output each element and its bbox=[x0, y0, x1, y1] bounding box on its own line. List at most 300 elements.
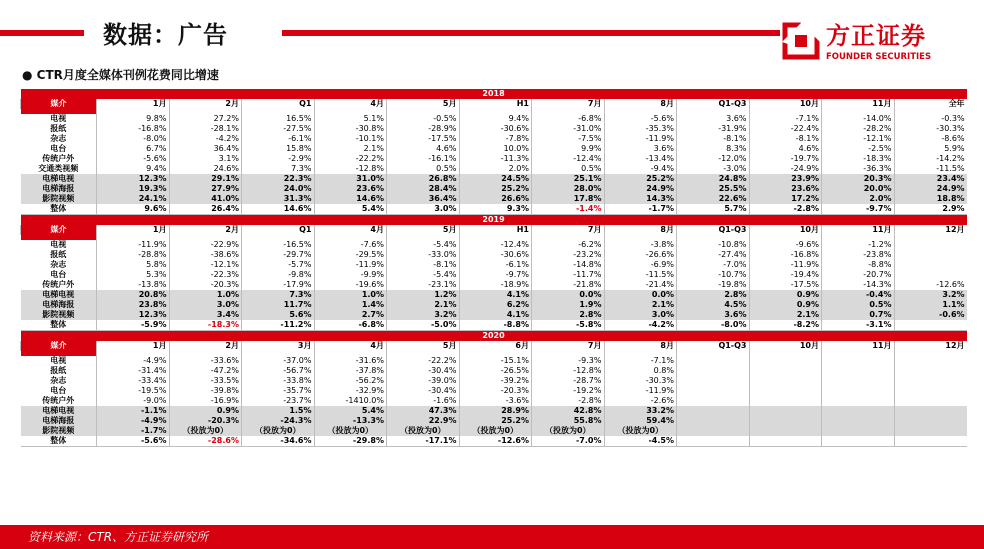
value-cell: -11.3% bbox=[459, 154, 532, 164]
value-cell: 23.9% bbox=[749, 174, 822, 184]
value-cell: 3.1% bbox=[169, 154, 242, 164]
value-cell: -0.4% bbox=[822, 290, 895, 300]
value-cell: -17.1% bbox=[387, 436, 460, 447]
value-cell: 25.1% bbox=[532, 174, 605, 184]
value-cell: -24.3% bbox=[242, 416, 315, 426]
table-row bbox=[21, 164, 967, 174]
value-cell: -12.8% bbox=[314, 164, 387, 174]
value-cell bbox=[894, 396, 967, 406]
value-cell: -8.0% bbox=[677, 320, 750, 331]
value-cell: -28.9% bbox=[387, 124, 460, 134]
value-cell: -21.4% bbox=[604, 280, 677, 290]
value-cell: -18.9% bbox=[459, 280, 532, 290]
table-row bbox=[21, 194, 967, 204]
value-cell: -30.6% bbox=[459, 124, 532, 134]
table-row bbox=[21, 436, 967, 447]
value-cell: -7.8% bbox=[459, 134, 532, 144]
value-cell: -6.1% bbox=[459, 260, 532, 270]
value-cell: 18.8% bbox=[894, 194, 967, 204]
value-cell bbox=[677, 386, 750, 396]
value-cell bbox=[822, 386, 895, 396]
media-label: 电梯海报 bbox=[21, 416, 97, 426]
year-header-row bbox=[21, 215, 967, 226]
value-cell: （投放为0） bbox=[604, 426, 677, 436]
value-cell: -28.2% bbox=[822, 124, 895, 134]
value-cell: -21.8% bbox=[532, 280, 605, 290]
value-cell: -5.8% bbox=[532, 320, 605, 331]
value-cell: -3.1% bbox=[822, 320, 895, 331]
value-cell: -30.3% bbox=[604, 376, 677, 386]
column-header: 11月 bbox=[822, 225, 895, 235]
value-cell: -33.6% bbox=[169, 356, 242, 366]
value-cell: -18.3% bbox=[822, 154, 895, 164]
column-header: 4月 bbox=[314, 99, 387, 109]
table-row bbox=[21, 280, 967, 290]
column-header: 1月 bbox=[97, 99, 170, 109]
value-cell: 24.5% bbox=[459, 174, 532, 184]
column-header: 全年 bbox=[894, 99, 967, 109]
value-cell: 0.9% bbox=[749, 290, 822, 300]
value-cell: 28.0% bbox=[532, 184, 605, 194]
value-cell bbox=[677, 436, 750, 447]
value-cell: 2.1% bbox=[604, 300, 677, 310]
value-cell: 23.4% bbox=[894, 174, 967, 184]
media-label: 影院视频 bbox=[21, 194, 97, 204]
value-cell: -28.7% bbox=[532, 376, 605, 386]
value-cell: -20.3% bbox=[169, 280, 242, 290]
column-header: 11月 bbox=[822, 99, 895, 109]
value-cell: 20.8% bbox=[97, 290, 170, 300]
value-cell: -14.2% bbox=[894, 154, 967, 164]
value-cell bbox=[677, 406, 750, 416]
value-cell: 14.6% bbox=[314, 194, 387, 204]
value-cell: -5.0% bbox=[387, 320, 460, 331]
column-header-row bbox=[21, 341, 967, 351]
column-header-row bbox=[21, 99, 967, 109]
media-label: 电视 bbox=[50, 114, 67, 123]
value-cell: 1.2% bbox=[387, 290, 460, 300]
value-cell: -23.1% bbox=[387, 280, 460, 290]
value-cell: -2.5% bbox=[822, 144, 895, 154]
column-header: 8月 bbox=[604, 99, 677, 109]
value-cell: 10.0% bbox=[459, 144, 532, 154]
value-cell bbox=[822, 396, 895, 406]
value-cell: -23.8% bbox=[822, 250, 895, 260]
value-cell: -17.9% bbox=[242, 280, 315, 290]
value-cell: 12.3% bbox=[97, 174, 170, 184]
value-cell: 9.4% bbox=[97, 164, 170, 174]
value-cell bbox=[822, 426, 895, 436]
value-cell: -20.3% bbox=[459, 386, 532, 396]
value-cell: 19.3% bbox=[97, 184, 170, 194]
value-cell: -14.8% bbox=[532, 260, 605, 270]
table-row bbox=[21, 300, 967, 310]
value-cell: -3.6% bbox=[459, 396, 532, 406]
value-cell: -9.7% bbox=[459, 270, 532, 280]
value-cell: 9.6% bbox=[97, 204, 170, 215]
media-label: 整体 bbox=[50, 320, 67, 329]
value-cell: -11.9% bbox=[604, 386, 677, 396]
column-header: 11月 bbox=[822, 341, 895, 351]
value-cell: （投放为0） bbox=[459, 426, 532, 436]
value-cell: 1.0% bbox=[314, 290, 387, 300]
value-cell: 0.9% bbox=[749, 300, 822, 310]
media-label: 电梯电视 bbox=[21, 406, 97, 416]
value-cell: -28.8% bbox=[97, 250, 170, 260]
value-cell: 5.4% bbox=[314, 204, 387, 215]
value-cell bbox=[894, 386, 967, 396]
value-cell: -4.9% bbox=[97, 416, 170, 426]
value-cell: -33.8% bbox=[242, 376, 315, 386]
value-cell: -15.1% bbox=[459, 356, 532, 366]
value-cell: -2.6% bbox=[604, 396, 677, 406]
table-row bbox=[21, 154, 967, 164]
column-header: 7月 bbox=[532, 225, 605, 235]
value-cell: 5.7% bbox=[677, 204, 750, 215]
year-header-row bbox=[21, 89, 967, 99]
value-cell: -39.8% bbox=[169, 386, 242, 396]
value-cell: 0.9% bbox=[169, 406, 242, 416]
value-cell: -8.0% bbox=[97, 134, 170, 144]
value-cell: 28.9% bbox=[459, 406, 532, 416]
value-cell: 31.0% bbox=[314, 174, 387, 184]
value-cell: 24.6% bbox=[169, 164, 242, 174]
value-cell bbox=[749, 416, 822, 426]
value-cell: 4.6% bbox=[749, 144, 822, 154]
value-cell: 14.6% bbox=[242, 204, 315, 215]
media-label: 电梯海报 bbox=[21, 300, 97, 310]
value-cell: -31.0% bbox=[532, 124, 605, 134]
value-cell: -28.1% bbox=[169, 124, 242, 134]
value-cell bbox=[677, 356, 750, 366]
value-cell: -7.1% bbox=[604, 356, 677, 366]
value-cell: 6.7% bbox=[97, 144, 170, 154]
value-cell: -37.0% bbox=[242, 356, 315, 366]
column-header: H1 bbox=[459, 225, 532, 235]
value-cell: 2.1% bbox=[749, 310, 822, 320]
value-cell: -24.9% bbox=[749, 164, 822, 174]
value-cell: -37.8% bbox=[314, 366, 387, 376]
value-cell: -1.7% bbox=[604, 204, 677, 215]
value-cell bbox=[894, 436, 967, 447]
media-label: 电视 bbox=[50, 356, 67, 365]
value-cell: （投放为0） bbox=[532, 426, 605, 436]
table-row bbox=[21, 356, 967, 366]
value-cell: 2.1% bbox=[314, 144, 387, 154]
media-label: 杂志 bbox=[50, 376, 67, 385]
value-cell: -4.9% bbox=[97, 356, 170, 366]
media-label: 电梯电视 bbox=[21, 174, 97, 184]
value-cell: 36.4% bbox=[169, 144, 242, 154]
value-cell: 2.8% bbox=[677, 290, 750, 300]
value-cell bbox=[822, 416, 895, 426]
value-cell bbox=[822, 356, 895, 366]
value-cell bbox=[822, 406, 895, 416]
column-header: Q1 bbox=[242, 99, 315, 109]
value-cell: -22.3% bbox=[169, 270, 242, 280]
column-header: H1 bbox=[459, 99, 532, 109]
year-header-row bbox=[21, 331, 967, 342]
value-cell: -6.8% bbox=[314, 320, 387, 331]
value-cell: -7.5% bbox=[532, 134, 605, 144]
value-cell bbox=[894, 250, 967, 260]
value-cell: -5.6% bbox=[97, 436, 170, 447]
value-cell: 3.0% bbox=[169, 300, 242, 310]
table-row bbox=[21, 174, 967, 184]
value-cell: -22.2% bbox=[387, 356, 460, 366]
value-cell: -12.4% bbox=[532, 154, 605, 164]
value-cell: -38.6% bbox=[169, 250, 242, 260]
value-cell bbox=[749, 386, 822, 396]
value-cell: 4.6% bbox=[387, 144, 460, 154]
value-cell: -2.8% bbox=[749, 204, 822, 215]
value-cell bbox=[677, 376, 750, 386]
value-cell: -16.9% bbox=[169, 396, 242, 406]
table-row bbox=[21, 124, 967, 134]
value-cell: -7.6% bbox=[314, 240, 387, 250]
table-row bbox=[21, 310, 967, 320]
table-row bbox=[21, 144, 967, 154]
column-header: 2月 bbox=[169, 99, 242, 109]
value-cell bbox=[894, 270, 967, 280]
value-cell: -39.2% bbox=[459, 376, 532, 386]
value-cell: -26.5% bbox=[459, 366, 532, 376]
value-cell bbox=[749, 436, 822, 447]
value-cell bbox=[894, 376, 967, 386]
value-cell: 3.6% bbox=[604, 144, 677, 154]
value-cell: -12.8% bbox=[532, 366, 605, 376]
value-cell: 2.0% bbox=[459, 164, 532, 174]
media-label: 影院视频 bbox=[21, 426, 97, 436]
value-cell: 7.3% bbox=[242, 164, 315, 174]
value-cell: 23.6% bbox=[314, 184, 387, 194]
media-label: 杂志 bbox=[50, 260, 67, 269]
value-cell: -8.8% bbox=[822, 260, 895, 270]
value-cell: -8.2% bbox=[749, 320, 822, 331]
value-cell: -33.5% bbox=[169, 376, 242, 386]
value-cell: -34.6% bbox=[242, 436, 315, 447]
value-cell: -29.5% bbox=[314, 250, 387, 260]
column-header: Q1-Q3 bbox=[677, 225, 750, 235]
column-header: 8月 bbox=[604, 341, 677, 351]
value-cell: -11.5% bbox=[894, 164, 967, 174]
value-cell: 0.0% bbox=[532, 290, 605, 300]
value-cell: -0.5% bbox=[387, 114, 460, 124]
value-cell: -8.6% bbox=[894, 134, 967, 144]
value-cell: -5.6% bbox=[604, 114, 677, 124]
table-row bbox=[21, 320, 967, 331]
value-cell: -4.2% bbox=[604, 320, 677, 331]
value-cell: 5.4% bbox=[314, 406, 387, 416]
value-cell bbox=[749, 366, 822, 376]
column-header: 12月 bbox=[894, 225, 967, 235]
media-label: 电视 bbox=[50, 240, 67, 249]
media-label: 电梯海报 bbox=[21, 184, 97, 194]
value-cell: 12.3% bbox=[97, 310, 170, 320]
year-label: 2018 bbox=[21, 89, 967, 99]
value-cell: 27.9% bbox=[169, 184, 242, 194]
value-cell bbox=[749, 396, 822, 406]
value-cell: -2.9% bbox=[242, 154, 315, 164]
value-cell: -5.7% bbox=[242, 260, 315, 270]
value-cell bbox=[677, 396, 750, 406]
value-cell: -9.8% bbox=[242, 270, 315, 280]
founder-securities-logo bbox=[782, 22, 952, 64]
column-header: 3月 bbox=[242, 341, 315, 351]
value-cell: 2.8% bbox=[532, 310, 605, 320]
media-header: 媒介 bbox=[21, 225, 97, 235]
value-cell: -22.2% bbox=[314, 154, 387, 164]
value-cell: -16.8% bbox=[97, 124, 170, 134]
value-cell: 25.2% bbox=[459, 416, 532, 426]
ctr-growth-table bbox=[20, 89, 967, 447]
value-cell: 9.8% bbox=[97, 114, 170, 124]
value-cell: -18.3% bbox=[169, 320, 242, 331]
value-cell: -27.4% bbox=[677, 250, 750, 260]
column-header: 10月 bbox=[749, 99, 822, 109]
column-header: 10月 bbox=[749, 225, 822, 235]
table-row bbox=[21, 406, 967, 416]
value-cell bbox=[894, 366, 967, 376]
value-cell: -5.4% bbox=[387, 270, 460, 280]
value-cell: 25.5% bbox=[677, 184, 750, 194]
media-label: 杂志 bbox=[50, 134, 67, 143]
value-cell: -31.6% bbox=[314, 356, 387, 366]
value-cell: -30.4% bbox=[387, 366, 460, 376]
column-header: 4月 bbox=[314, 225, 387, 235]
value-cell: -19.8% bbox=[677, 280, 750, 290]
value-cell: -11.2% bbox=[242, 320, 315, 331]
value-cell: 2.0% bbox=[822, 194, 895, 204]
value-cell bbox=[677, 366, 750, 376]
table-row bbox=[21, 396, 967, 406]
value-cell: 1.4% bbox=[314, 300, 387, 310]
source-note: 资料来源：CTR、方正证券研究所 bbox=[28, 530, 209, 544]
value-cell: -30.6% bbox=[459, 250, 532, 260]
value-cell: -8.8% bbox=[459, 320, 532, 331]
value-cell: -2.8% bbox=[532, 396, 605, 406]
value-cell: -22.9% bbox=[169, 240, 242, 250]
value-cell: 0.8% bbox=[604, 366, 677, 376]
value-cell: 1.9% bbox=[532, 300, 605, 310]
value-cell: -29.8% bbox=[314, 436, 387, 447]
ctr-growth-table-container bbox=[20, 89, 966, 447]
value-cell: 23.6% bbox=[749, 184, 822, 194]
value-cell: 2.1% bbox=[387, 300, 460, 310]
value-cell: 23.8% bbox=[97, 300, 170, 310]
value-cell bbox=[749, 356, 822, 366]
value-cell: 25.2% bbox=[604, 174, 677, 184]
value-cell bbox=[822, 376, 895, 386]
column-header: Q1-Q3 bbox=[677, 99, 750, 109]
value-cell: 24.8% bbox=[677, 174, 750, 184]
value-cell: -8.1% bbox=[387, 260, 460, 270]
value-cell: 4.1% bbox=[459, 290, 532, 300]
value-cell: -28.6% bbox=[169, 436, 242, 447]
table-row bbox=[21, 426, 967, 436]
value-cell: -10.7% bbox=[677, 270, 750, 280]
value-cell: 41.0% bbox=[169, 194, 242, 204]
value-cell: -39.0% bbox=[387, 376, 460, 386]
table-row bbox=[21, 376, 967, 386]
value-cell: 16.5% bbox=[242, 114, 315, 124]
column-header: 1月 bbox=[97, 341, 170, 351]
value-cell: -0.6% bbox=[894, 310, 967, 320]
value-cell: -31.4% bbox=[97, 366, 170, 376]
value-cell: -20.3% bbox=[169, 416, 242, 426]
value-cell: 36.4% bbox=[387, 194, 460, 204]
value-cell: 5.6% bbox=[242, 310, 315, 320]
value-cell: -30.3% bbox=[894, 124, 967, 134]
value-cell: -35.7% bbox=[242, 386, 315, 396]
value-cell: -17.5% bbox=[749, 280, 822, 290]
value-cell: 6.2% bbox=[459, 300, 532, 310]
value-cell: 26.8% bbox=[387, 174, 460, 184]
value-cell: -33.4% bbox=[97, 376, 170, 386]
value-cell: 26.4% bbox=[169, 204, 242, 215]
value-cell: 3.6% bbox=[677, 310, 750, 320]
value-cell: 8.3% bbox=[677, 144, 750, 154]
value-cell bbox=[894, 356, 967, 366]
value-cell bbox=[894, 426, 967, 436]
value-cell: 5.1% bbox=[314, 114, 387, 124]
table-subtitle: ● CTR月度全媒体刊例花费同比增速 bbox=[22, 68, 219, 82]
value-cell: -19.5% bbox=[97, 386, 170, 396]
value-cell: 26.6% bbox=[459, 194, 532, 204]
year-label: 2019 bbox=[21, 215, 967, 226]
value-cell: -19.7% bbox=[749, 154, 822, 164]
value-cell bbox=[749, 376, 822, 386]
table-row bbox=[21, 204, 967, 215]
value-cell: -47.2% bbox=[169, 366, 242, 376]
value-cell: 47.3% bbox=[387, 406, 460, 416]
value-cell: 0.5% bbox=[387, 164, 460, 174]
column-header: 5月 bbox=[387, 225, 460, 235]
value-cell bbox=[894, 320, 967, 331]
value-cell: （投放为0） bbox=[387, 426, 460, 436]
column-header: 7月 bbox=[532, 99, 605, 109]
value-cell: 3.4% bbox=[169, 310, 242, 320]
media-label: 报纸 bbox=[50, 124, 67, 133]
value-cell: -56.7% bbox=[242, 366, 315, 376]
value-cell: 5.3% bbox=[97, 270, 170, 280]
logo-english-name: FOUNDER SECURITIES bbox=[826, 52, 932, 62]
value-cell: -5.4% bbox=[387, 240, 460, 250]
value-cell: 14.3% bbox=[604, 194, 677, 204]
value-cell: 22.9% bbox=[387, 416, 460, 426]
value-cell: 7.3% bbox=[242, 290, 315, 300]
value-cell: -6.2% bbox=[532, 240, 605, 250]
value-cell: 0.5% bbox=[822, 300, 895, 310]
value-cell: -31.9% bbox=[677, 124, 750, 134]
value-cell: 24.9% bbox=[894, 184, 967, 194]
column-header-row bbox=[21, 225, 967, 235]
value-cell: 3.2% bbox=[387, 310, 460, 320]
media-header: 媒介 bbox=[21, 99, 97, 109]
value-cell: 1.0% bbox=[169, 290, 242, 300]
value-cell: -6.1% bbox=[242, 134, 315, 144]
media-label: 传统户外 bbox=[42, 154, 75, 163]
value-cell: -9.3% bbox=[532, 356, 605, 366]
value-cell: -11.9% bbox=[97, 240, 170, 250]
header-accent-bar bbox=[282, 30, 780, 36]
value-cell: 15.8% bbox=[242, 144, 315, 154]
media-label: 电台 bbox=[50, 386, 67, 395]
value-cell: -3.8% bbox=[604, 240, 677, 250]
value-cell: -19.4% bbox=[749, 270, 822, 280]
value-cell: 0.0% bbox=[604, 290, 677, 300]
value-cell: -23.7% bbox=[242, 396, 315, 406]
